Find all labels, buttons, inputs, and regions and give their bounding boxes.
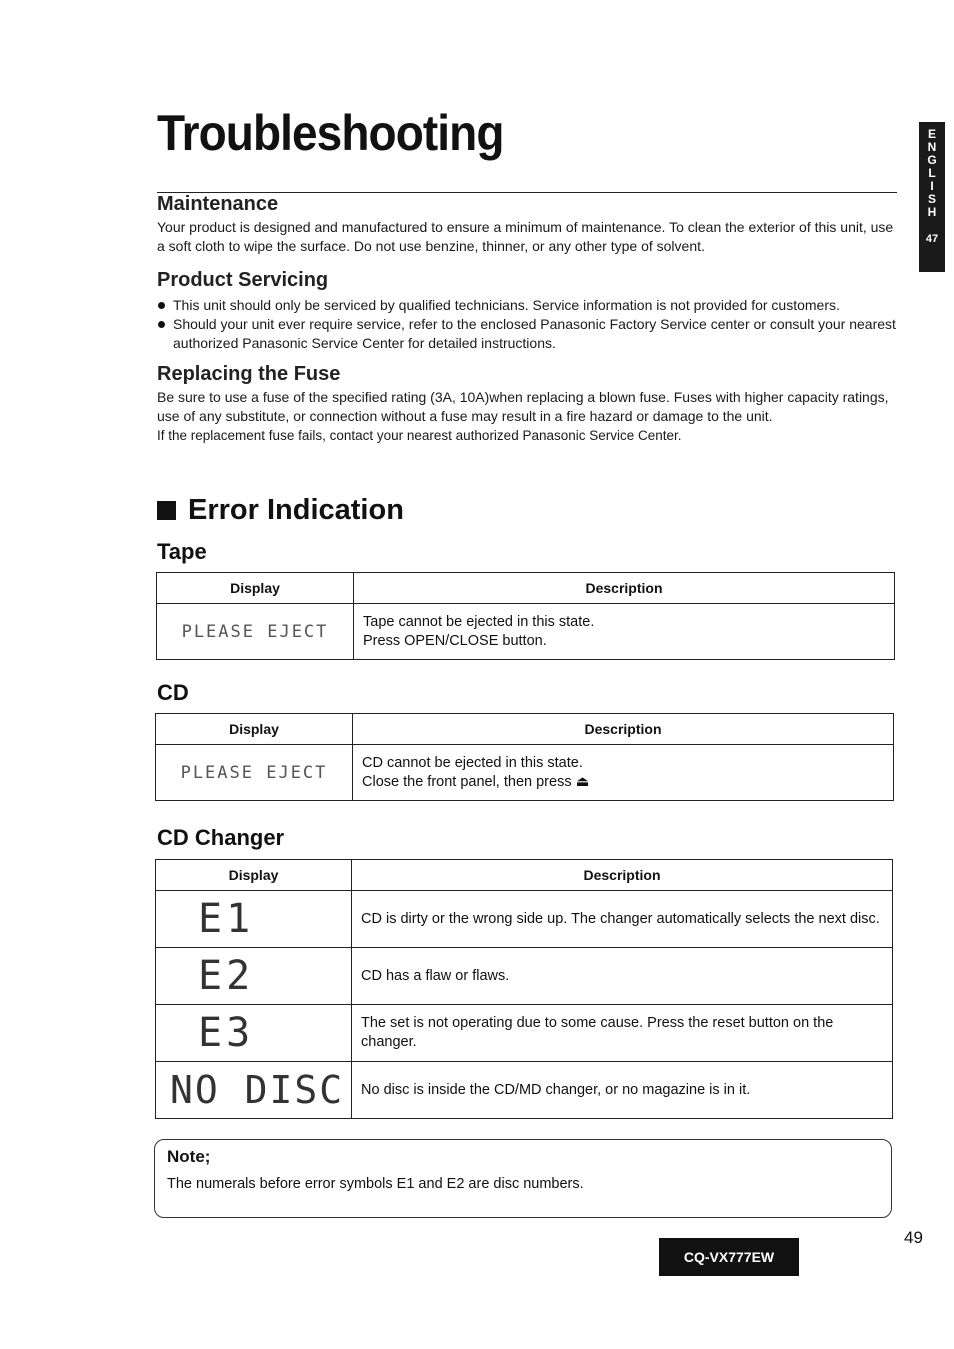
cd-changer-table bbox=[155, 859, 893, 1119]
changer-description-cell: CD has a flaw or flaws. bbox=[352, 948, 893, 1005]
maintenance-text: Your product is designed and manufactured to ensure a minimum of maintenance. To clean the exterior of this unit, use a soft cloth to wipe the surface. Do not use benzine, thinner, or any other type of solvent. bbox=[157, 219, 894, 254]
changer-description-cell: No disc is inside the CD/MD changer, or no magazine is in it. bbox=[352, 1062, 893, 1119]
description-column-header: Description bbox=[352, 860, 893, 891]
lcd-display: PLEASE EJECT bbox=[181, 621, 329, 642]
changer-display-cell bbox=[156, 1005, 352, 1062]
error-indication-heading bbox=[157, 494, 404, 527]
cd-heading: CD bbox=[157, 680, 189, 705]
servicing-bullet: Should your unit ever require service, refer to the enclosed Panasonic Factory Service center or consult your nearest authorized Panasonic Service Center for detailed instructions. bbox=[157, 315, 899, 353]
replacing-fuse-section bbox=[157, 363, 899, 445]
page-number: 49 bbox=[904, 1228, 923, 1247]
language-tab-number: 47 bbox=[925, 233, 939, 245]
table-row bbox=[156, 1062, 893, 1119]
display-column-header: Display bbox=[157, 573, 354, 604]
changer-description-cell: CD is dirty or the wrong side up. The changer automatically selects the next disc. bbox=[352, 891, 893, 948]
error-indication-title: Error Indication bbox=[188, 494, 404, 526]
table-row bbox=[156, 948, 893, 1005]
model-badge: CQ-VX777EW bbox=[659, 1238, 799, 1276]
description-line: Press OPEN/CLOSE button. bbox=[363, 632, 547, 649]
heading-square-icon bbox=[157, 501, 176, 520]
cd-description-cell bbox=[353, 745, 894, 801]
description-line: Close the front panel, then press ⏏ bbox=[362, 773, 590, 790]
display-column-header: Display bbox=[156, 860, 352, 891]
tape-heading: Tape bbox=[157, 539, 207, 564]
cd-table bbox=[155, 713, 894, 801]
table-row bbox=[156, 1005, 893, 1062]
tab-letter: S bbox=[927, 192, 936, 206]
description-column-header: Description bbox=[354, 573, 895, 604]
display-column-header: Display bbox=[156, 714, 353, 745]
lcd-display: E3 bbox=[198, 1010, 255, 1056]
fuse-text-2: If the replacement fuse fails, contact your nearest authorized Panasonic Service Center. bbox=[157, 428, 682, 443]
table-row bbox=[156, 891, 893, 948]
servicing-bullet: This unit should only be serviced by qualified technicians. Service information is not provided for customers. bbox=[157, 296, 899, 315]
language-tab bbox=[919, 122, 945, 272]
changer-description-cell: The set is not operating due to some cause. Press the reset button on the changer. bbox=[352, 1005, 893, 1062]
tab-letter: L bbox=[928, 166, 936, 180]
lcd-display: NO DISC bbox=[170, 1068, 345, 1112]
maintenance-heading: Maintenance bbox=[157, 193, 279, 215]
page-title: Troubleshooting bbox=[157, 105, 504, 161]
description-line: CD cannot be ejected in this state. bbox=[362, 754, 583, 771]
lcd-display: E2 bbox=[198, 953, 255, 999]
language-tab-letters bbox=[927, 128, 936, 219]
tab-letter: I bbox=[930, 179, 934, 193]
tab-letter: N bbox=[927, 140, 937, 154]
product-servicing-heading: Product Servicing bbox=[157, 269, 329, 291]
cd-display-cell bbox=[156, 745, 353, 801]
changer-display-cell bbox=[156, 1062, 352, 1119]
lcd-display: E1 bbox=[198, 896, 255, 942]
description-line: Tape cannot be ejected in this state. bbox=[363, 613, 595, 630]
tape-description-cell bbox=[354, 604, 895, 660]
tape-table bbox=[156, 572, 895, 660]
lcd-display: PLEASE EJECT bbox=[180, 762, 328, 783]
tab-letter: G bbox=[927, 153, 937, 167]
note-label: Note; bbox=[167, 1147, 211, 1166]
product-servicing-section bbox=[157, 269, 899, 353]
tab-letter: H bbox=[927, 205, 937, 219]
tab-letter: E bbox=[927, 127, 936, 141]
changer-display-cell bbox=[156, 891, 352, 948]
note-text: The numerals before error symbols E1 and E2 are disc numbers. bbox=[167, 1176, 584, 1192]
description-column-header: Description bbox=[353, 714, 894, 745]
maintenance-section bbox=[157, 193, 899, 256]
cd-changer-heading: CD Changer bbox=[157, 825, 285, 850]
replacing-fuse-heading: Replacing the Fuse bbox=[157, 363, 341, 385]
fuse-text: Be sure to use a fuse of the specified rating (3A, 10A)when replacing a blown fuse. Fuses with higher capacity ratings, use of any substitute, or connection without a fuse may result in a fire hazard or damage to the unit. bbox=[157, 389, 889, 424]
tape-display-cell bbox=[157, 604, 354, 660]
changer-display-cell bbox=[156, 948, 352, 1005]
